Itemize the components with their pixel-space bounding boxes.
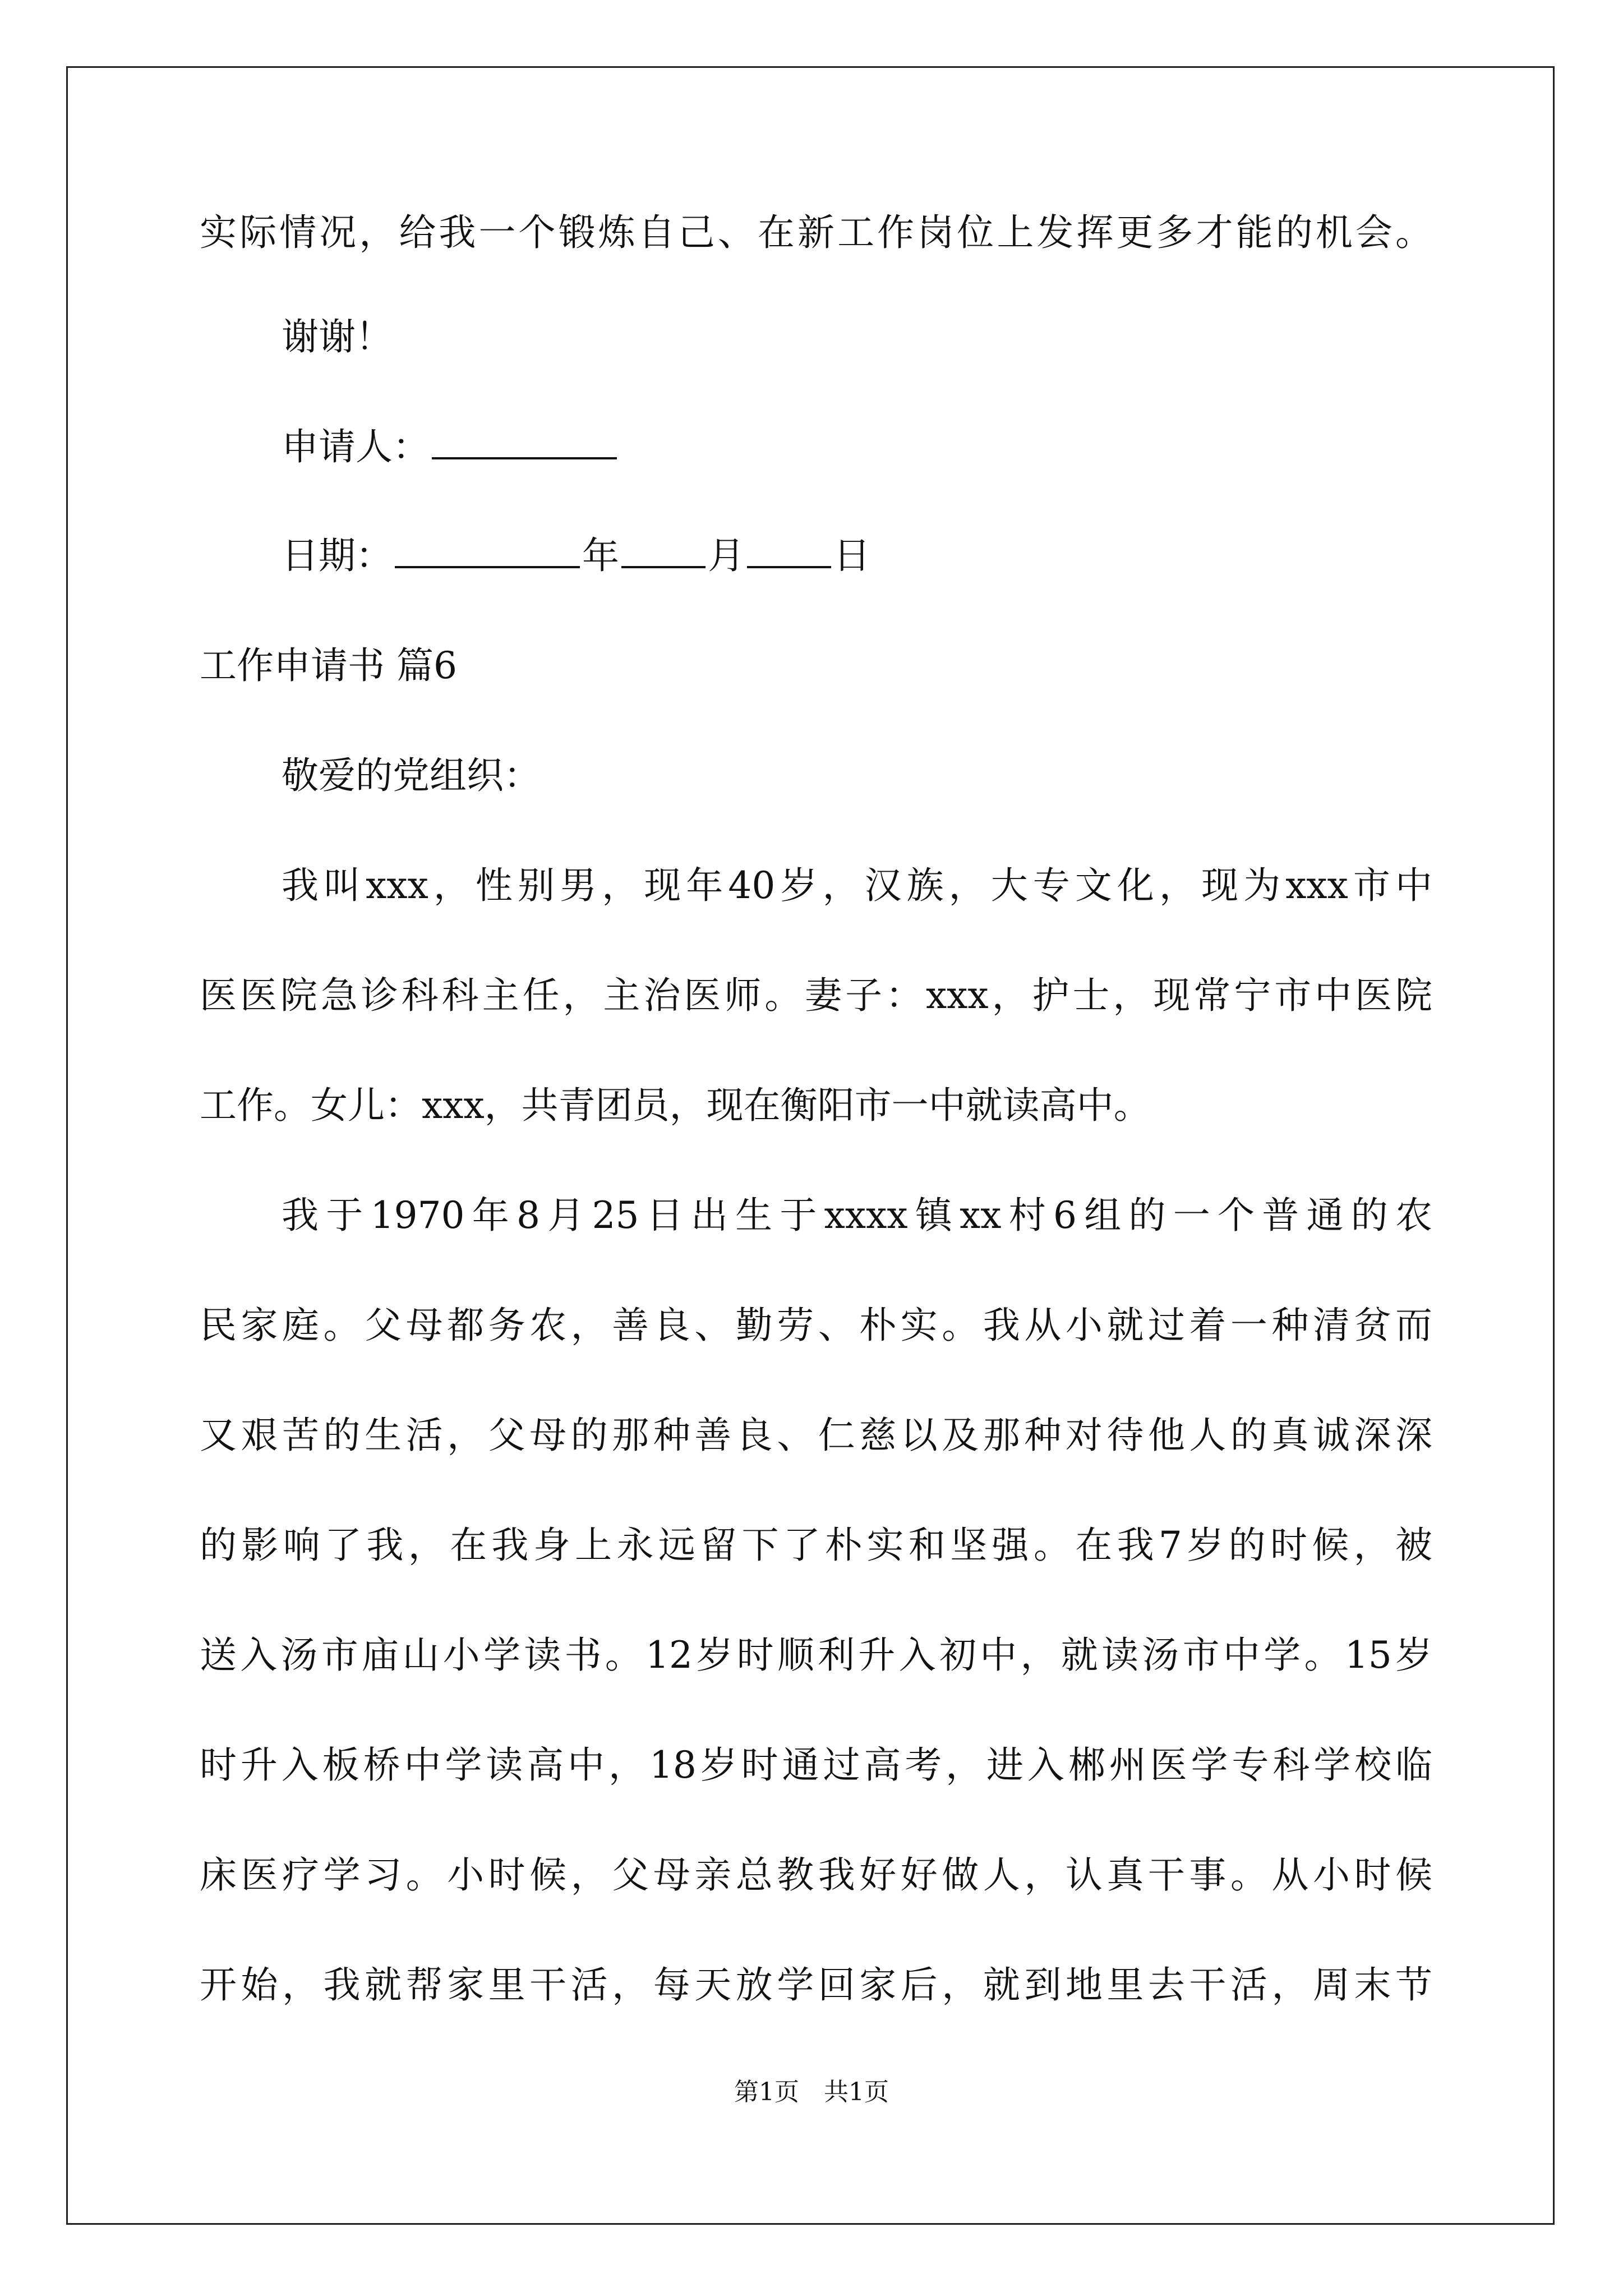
salutation: 敬爱的党组织： [282, 754, 541, 797]
year-blank [395, 532, 580, 568]
day-label: 日 [833, 534, 870, 577]
applicant-blank [432, 424, 617, 459]
section-heading: 工作申请书 篇6 [200, 644, 457, 687]
paragraph-line: 送入汤市庙山小学读书。12岁时顺利升入初中，就读汤市中学。15岁 [200, 1634, 1432, 1677]
month-blank [621, 532, 706, 568]
month-label: 月 [708, 534, 745, 577]
paragraph-line: 又艰苦的生活，父母的那种善良、仁慈以及那种对待他人的真诚深深 [200, 1414, 1432, 1457]
year-label: 年 [582, 534, 619, 577]
paragraph-line: 时升入板桥中学读高中，18岁时通过高考，进入郴州医学专科学校临 [200, 1743, 1432, 1787]
paragraph-line: 医医院急诊科科主任，主治医师。妻子：xxx，护士，现常宁市中医院 [200, 974, 1432, 1017]
date-line [282, 531, 870, 581]
paragraph-line: 开始，我就帮家里干活，每天放学回家后，就到地里去干活，周末节 [200, 1963, 1432, 2007]
applicant-line [282, 422, 619, 472]
paragraph-line: 床医疗学习。小时候，父母亲总教我好好做人，认真干事。从小时候 [200, 1853, 1432, 1897]
paragraph-line: 工作。女儿：xxx，共青团员，现在衡阳市一中就读高中。 [200, 1084, 1151, 1127]
applicant-label: 申请人： [282, 425, 430, 468]
paragraph-line: 民家庭。父母都务农，善良、勤劳、朴实。我从小就过着一种清贫而 [200, 1304, 1432, 1347]
paragraph-line: 我叫xxx，性别男，现年40岁，汉族，大专文化，现为xxx市中 [282, 864, 1432, 907]
paragraph-line: 我于1970年8月25日出生于xxxx镇xx村6组的一个普通的农 [282, 1194, 1432, 1237]
paragraph-line: 实际情况，给我一个锻炼自己、在新工作岗位上发挥更多才能的机会。 [200, 211, 1432, 254]
paragraph-line: 的影响了我，在我身上永远留下了朴实和坚强。在我7岁的时候，被 [200, 1524, 1432, 1567]
day-blank [747, 532, 831, 568]
page-number-footer: 第1页 共1页 [734, 2078, 889, 2106]
page-border [66, 66, 1555, 2225]
thanks-line: 谢谢！ [282, 315, 393, 358]
date-label: 日期： [282, 534, 393, 577]
